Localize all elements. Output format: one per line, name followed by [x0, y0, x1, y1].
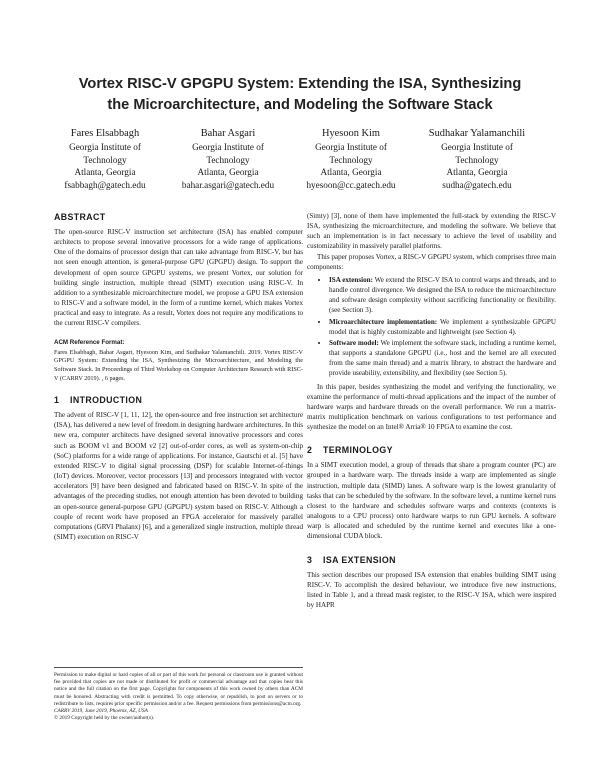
right-column	[307, 211, 556, 610]
list-item-title: ISA extension:	[329, 275, 373, 284]
list-item-text: We extend the RISC-V ISA to control warps and threads, and to handle control divergence. We designed the ISA to reduce the microarchitecture and software design complexity without sacrificing functionality or flexibility. (see Section 3).	[329, 275, 556, 315]
section-title: INTRODUCTION	[70, 395, 143, 406]
author-email: bahar.asgari@gatech.edu	[181, 179, 275, 190]
title-line-1: Vortex RISC-V GPGPU System: Extending the ISA, Synthesizing	[78, 76, 522, 92]
author-1	[40, 127, 170, 191]
introduction-paragraph: In this paper, besides synthesizing the model and verifying the functionality, we examine the performance of multi-thread applications and the impact of the number of hardware warps and hardware threads on the overall performance. We run a matrix-matrix multiplication benchmark on various configurations to test performance and synthesize the model on an Intel® Arria® 10 FPGA to examine the cost.	[307, 382, 556, 432]
isa-extension-text: This section describes our proposed ISA extension that enables building SIMT using RISC-V. To accomplish the desired behaviour, we introduce five new instructions, listed in Table 1, and a thread mask register, to the RISC-V ISA, which were inspired by HAPR	[307, 570, 556, 609]
section-title: ISA EXTENSION	[323, 554, 396, 565]
author-name: Bahar Asgari	[200, 128, 256, 139]
author-location: Atlanta, Georgia	[197, 167, 259, 177]
venue-line: CARRV 2019, June 2019, Phoenix, AZ, USA	[54, 708, 148, 715]
permission-notice: Permission to make digital or hard copies of all or part of this work for personal or classroom use is granted without fee provided that copies are not made or distributed for profit or commercial advantage and that copies bear this notice and the full citation on the first page. Copyrights for components of this work owned by others than ACM must be honored. Abstracting with credit is permitted. To copy otherwise, or republish, to post on servers or to redistribute to lists, requires prior specific permission and/or a fee. Request permissions from permissions@acm.org.	[54, 672, 303, 707]
acm-reference-heading: ACM Reference Format:	[54, 338, 125, 346]
paper-title	[40, 74, 560, 116]
terminology-text: In a SIMT execution model, a group of threads that share a program counter (PC) are grouped in a hardware warp. The threads inside a warp are implemented as single instruction, multiple data (SIMD) lanes. A software warp is the lowest granularity of tasks that can be scheduled by the software. In the software level, a runtime kernel runs closest to the hardware and schedules software warps and contexts (contexts is analogous to a CPU process) onto hardware warps to run GPU kernels. A software warp is allocated and scheduled by the runtime kernel and executes like a one-dimensional CUDA block.	[307, 461, 556, 541]
copyright-footnote	[54, 667, 303, 722]
section-heading-introduction	[54, 394, 303, 406]
author-affiliation: Georgia Institute of	[315, 142, 387, 152]
author-name: Fares Elsabbagh	[70, 128, 140, 139]
author-affiliation: Georgia Institute of	[192, 142, 264, 152]
abstract-heading: ABSTRACT	[54, 212, 106, 222]
author-affiliation: Technology	[83, 154, 127, 165]
list-item-title: Microarchitecture implementation:	[329, 317, 438, 326]
list-item-text: We implement a synthesizable GPGPU model that is highly customizable and lightweight (see Section 4).	[329, 317, 557, 336]
section-heading-isa-extension	[307, 554, 556, 566]
title-line-2: the Microarchitecture, and Modeling the Software Stack	[107, 97, 493, 113]
section-number: 2	[307, 445, 313, 456]
author-email: hyesoon@cc.gatech.edu	[306, 179, 396, 190]
list-item	[329, 338, 556, 379]
acm-reference-text: Fares Elsabbagh, Bahar Asgari, Hyesoon Kim, and Sudhakar Yalamanchili. 2019. Vortex RISC-V GPGPU System: Extending the ISA, Synthesizing the Microarchitecture, and Modeling the Software Stack. In Proceedings of Third Workshop on Computer Architecture Research with RISC-V (CARRV 2019). , 6 pages.	[54, 348, 303, 382]
author-name: Sudhakar Yalamanchili	[428, 128, 526, 139]
section-number: 3	[307, 554, 313, 565]
copyright-line: © 2019 Copyright held by the owner/author(s).	[54, 715, 155, 722]
list-item-text: We implement the software stack, including a runtime kernel, that supports a standalone GPGPU (i.e., host and the kernel are all executed from the same main thread) and a matrix library, to abstract the hardware and provide useability, extensibility, and flexibility (see Section 5).	[329, 338, 557, 378]
author-affiliation: Technology	[455, 154, 499, 165]
section-heading-terminology	[307, 444, 556, 456]
author-email: fsabbagh@gatech.edu	[64, 179, 146, 190]
author-4	[412, 127, 542, 191]
component-list	[307, 275, 556, 379]
section-title: TERMINOLOGY	[323, 445, 393, 456]
author-location: Atlanta, Georgia	[320, 167, 382, 177]
section-number: 1	[54, 395, 60, 406]
author-name: Hyesoon Kim	[321, 128, 380, 139]
author-affiliation: Technology	[206, 154, 250, 165]
author-3	[286, 127, 416, 191]
author-block	[40, 127, 560, 191]
list-item-title: Software model:	[329, 338, 379, 347]
introduction-continued: (Simty) [3], none of them have implemented the full-stack by extending the RISC-V ISA, synthesizing the microarchitecture, and modeling the software. We believe that such an implementation is in fact necessary to achieve the level of usability and customizability in massively parallel platforms.	[307, 212, 556, 251]
introduction-text: The advent of RISC-V [1, 11, 12], the open-source and free instruction set architecture (ISA), has delivered a new level of freedom in designing hardware architectures. In this new era, computer architects have designed several innovative processors and cores such as BOOM v1 and BOOM v2 [2] out-of-order cores, as well as system-on-chip (SoC) platforms for a wide range of applications. For instance, Gautschi et al. [5] have extended RISC-V to digital signal processing (DSP) for scalable Internet-of-things (IoT) devices. Moreover, vector processors [13] and processors integrated with vector accelerators [9] have been designed and fabricated based on RISC-V. In spite of the advantages of the preceding studies, not enough attention has been devoted to building an open-source general-purpose GPU (GPGPU) system based on RISC-V. Although a couple of recent work have proposed an FPGA accelerator for massively parallel computations (GRVI Phalanx) [6], and a generalized single instruction, multiple thread (SIMT) execution on RISC-V	[54, 411, 303, 541]
author-affiliation: Georgia Institute of	[441, 142, 513, 152]
list-item	[329, 317, 556, 337]
list-item	[329, 275, 556, 316]
author-email: sudha@gatech.edu	[442, 179, 512, 190]
author-location: Atlanta, Georgia	[74, 167, 136, 177]
abstract-text: The open-source RISC-V instruction set architecture (ISA) has enabled computer architects to propose several innovative processors for a wide range of applications. One of the domains of processor design that can take advantage from RISC-V, but has not seen enough attention, is general-purpose GPU (GPGPU) design. To support the development of open source GPGPU systems, we present Vortex, our solution for building single instruction, multiple thread (SIMT) execution using RISC-V. In addition to a synthesizable microarchitecture model, we propose a GPU ISA extension to RISC-V and a software model, in the form of a runtime kernel, which makes Vortex practical and easy to integrate. As a result, Vortex does not require any modifications to the current RISC-V compilers.	[54, 228, 303, 328]
introduction-paragraph: This paper proposes Vortex, a RISC-V GPGPU system, which comprises three main components:	[307, 252, 556, 271]
author-location: Atlanta, Georgia	[446, 167, 508, 177]
left-column	[54, 211, 303, 542]
author-affiliation: Technology	[329, 154, 373, 165]
author-affiliation: Georgia Institute of	[69, 142, 141, 152]
author-2	[163, 127, 293, 191]
